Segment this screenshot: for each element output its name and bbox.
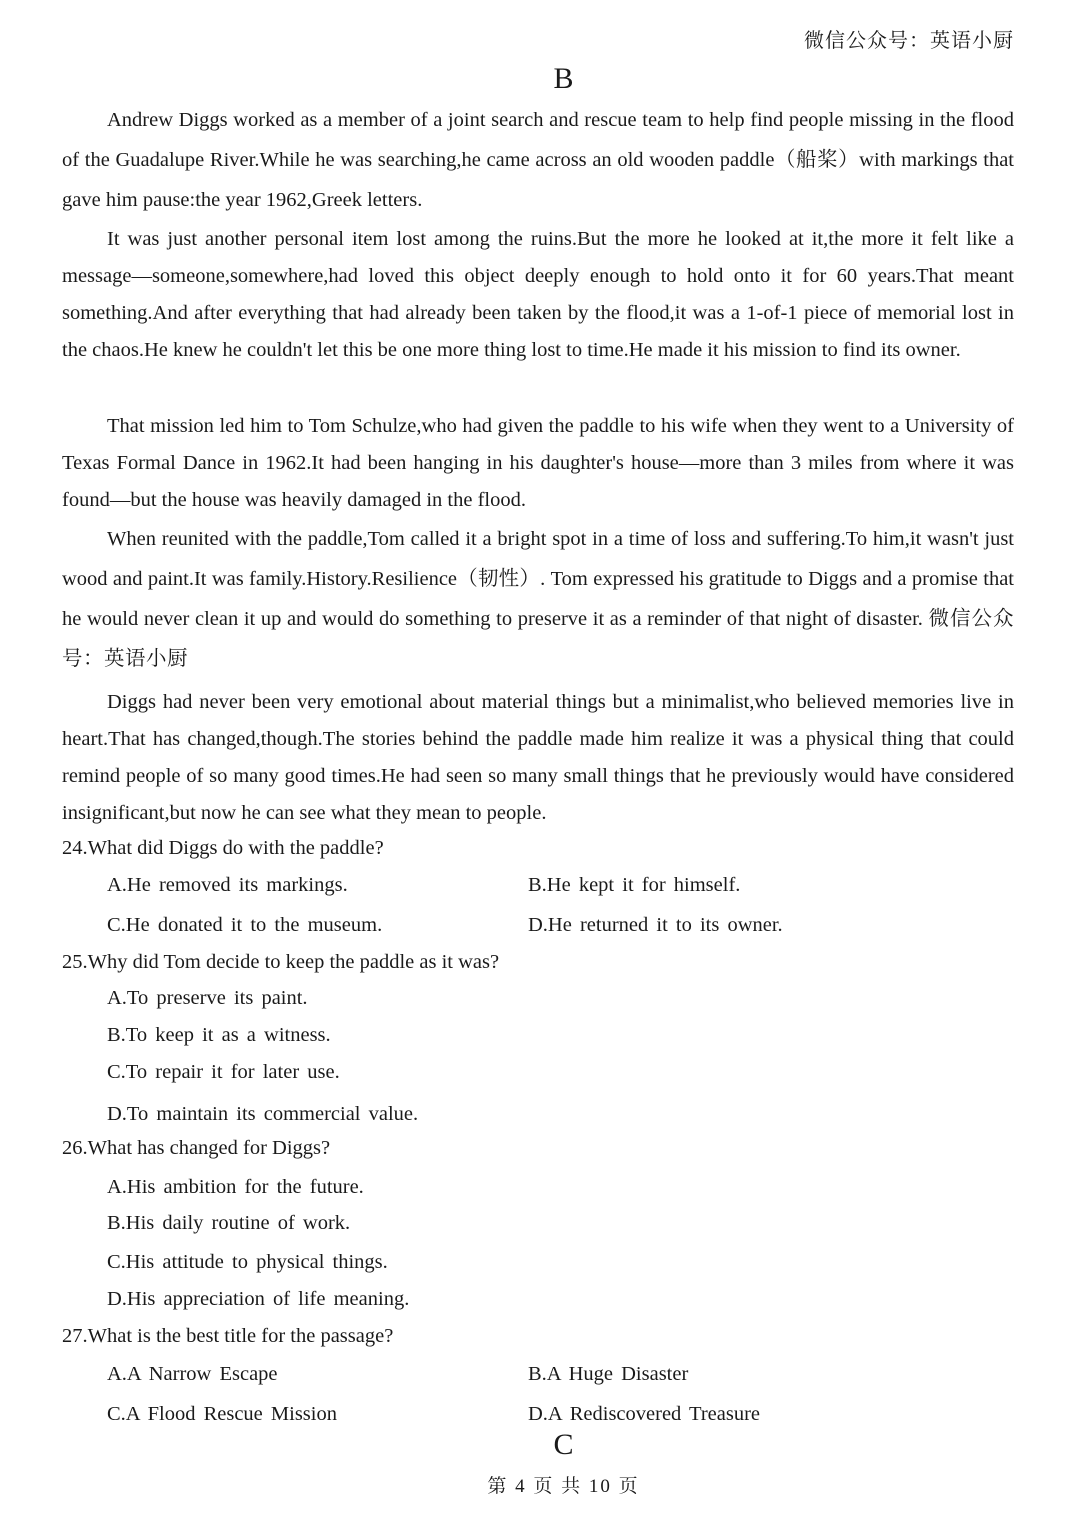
paragraph-text: Andrew Diggs worked as a member of a joint search and rescue team to help find people missing in the flood of the Guadalupe River.While he was searching,he came across an old wooden paddle（船桨）with markings that gave him pause:the year 1962,Greek letters. — [62, 109, 1014, 211]
q25-option-b: B.To keep it as a witness. — [107, 1024, 331, 1046]
question-24-stem: 24.What did Diggs do with the paddle? — [62, 837, 384, 859]
passage-paragraph-2 — [62, 221, 1014, 369]
q25-option-a: A.To preserve its paint. — [107, 987, 308, 1009]
section-c-title: C — [553, 1428, 574, 1461]
paragraph-text — [62, 519, 1014, 679]
question-26-stem: 26.What has changed for Diggs? — [62, 1137, 331, 1159]
paragraph-text: Diggs had never been very emotional about material things but a minimalist,who believed memories live in heart.That has changed,though.The stories behind the paddle made him realize it was a physical thing that could remind people of so many good times.He had seen so many small things that he previously would have considered insignificant,but now he can see what they mean to people. — [62, 691, 1014, 824]
q25-option-c: C.To repair it for later use. — [107, 1061, 340, 1083]
q24-option-a: A.He removed its markings. — [107, 874, 348, 896]
q25-option-d: D.To maintain its commercial value. — [107, 1103, 419, 1125]
q27-option-d: D.A Rediscovered Treasure — [528, 1403, 761, 1425]
paragraph-text: It was just another personal item lost among the ruins.But the more he looked at it,the more it felt like a message—someone,somewhere,had loved this object deeply enough to hold onto it for 60 years.That meant something.And after everything that had already been taken by the flood,it was a 1-of-1 piece of memorial lost in the chaos.He knew he couldn't let this be one more thing lost to time.He made it his mission to find its owner. — [62, 228, 1014, 361]
q26-option-c: C.His attitude to physical things. — [107, 1251, 388, 1273]
q24-option-b: B.He kept it for himself. — [528, 874, 741, 896]
passage-paragraph-1 — [62, 100, 1014, 220]
header-account-label: 微信公众号：英语小厨 — [804, 30, 1014, 52]
q26-option-d: D.His appreciation of life meaning. — [107, 1288, 410, 1310]
question-25-stem: 25.Why did Tom decide to keep the paddle as it was? — [62, 951, 500, 973]
question-27-stem: 27.What is the best title for the passage? — [62, 1325, 394, 1347]
q27-option-c: C.A Flood Rescue Mission — [107, 1403, 337, 1425]
paragraph-body: When reunited with the paddle,Tom called it a bright spot in a time of loss and suffering.To him,it wasn't just wood and paint.It was family.History.Resilience（韧性）. Tom expressed his gratitude to Diggs and a promise that he would never clean it up and would do something to preserve it as a reminder of that night of disaster. — [62, 528, 1014, 630]
passage-paragraph-5 — [62, 684, 1014, 832]
q27-option-b: B.A Huge Disaster — [528, 1363, 689, 1385]
passage-paragraph-3 — [62, 408, 1014, 519]
q26-option-a: A.His ambition for the future. — [107, 1176, 364, 1198]
q24-option-c: C.He donated it to the museum. — [107, 914, 383, 936]
passage-paragraph-4 — [62, 519, 1014, 679]
page-number: 第 4 页 共 10 页 — [487, 1476, 640, 1497]
section-b-title: B — [553, 62, 574, 95]
inline-watermark: 微信公众号：英语小厨 — [62, 608, 1015, 670]
paragraph-text: That mission led him to Tom Schulze,who had given the paddle to his wife when they went to a University of Texas Formal Dance in 1962.It had been hanging in his daughter's house—more than 3 miles from where it was found—but the house was heavily damaged in the flood. — [62, 415, 1014, 511]
q24-option-d: D.He returned it to its owner. — [528, 914, 783, 936]
q27-option-a: A.A Narrow Escape — [107, 1363, 278, 1385]
q26-option-b: B.His daily routine of work. — [107, 1212, 351, 1234]
